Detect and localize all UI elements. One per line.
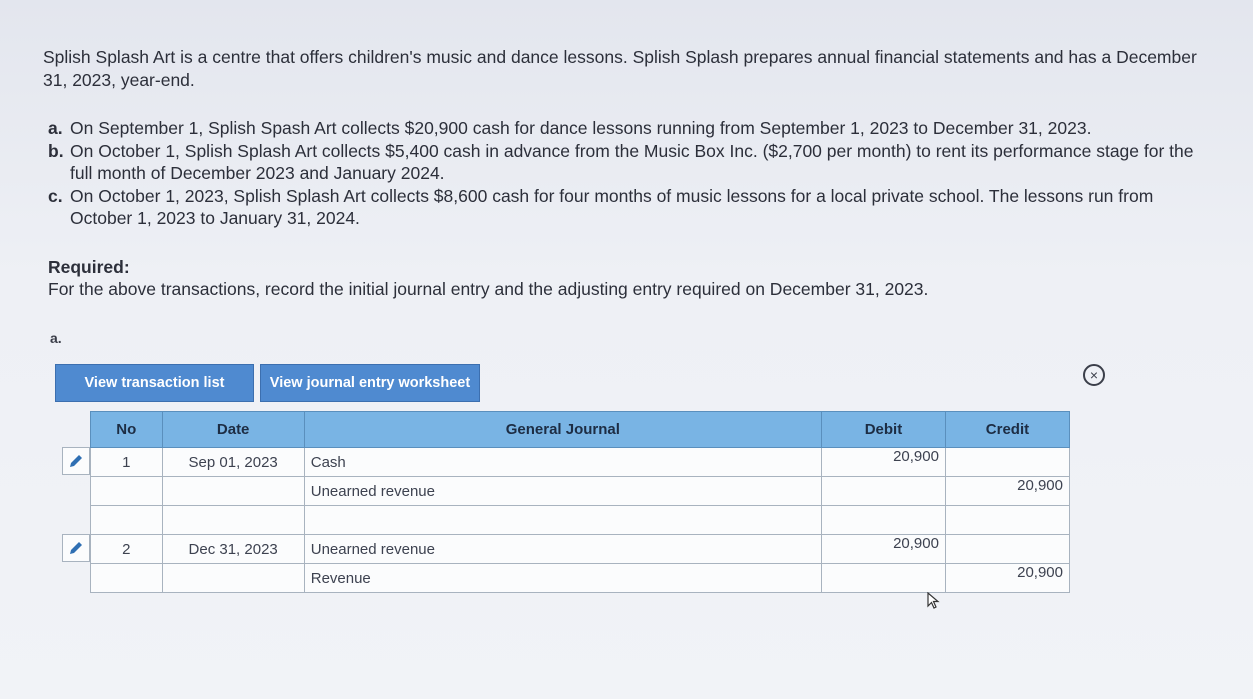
entry-no-empty: [91, 564, 163, 593]
debit-account-cell[interactable]: Unearned revenue: [304, 535, 821, 564]
item-text: On October 1, Splish Splash Art collects $5,400 cash in advance from the Music Box Inc. ($2,700 per month) to rent its performance stage for the full month of December 2023 and January 2024.: [70, 140, 1194, 183]
header-debit: Debit: [821, 412, 945, 448]
header-credit: Credit: [945, 412, 1069, 448]
credit-account-cell[interactable]: Revenue: [304, 564, 821, 593]
pencil-icon[interactable]: [62, 447, 90, 475]
table-row: [91, 477, 1070, 506]
header-no: No: [91, 412, 163, 448]
close-icon[interactable]: ×: [1083, 364, 1105, 386]
item-text: On September 1, Splish Spash Art collects $20,900 cash for dance lessons running from September 1, 2023 to December 31, 2023.: [70, 118, 1092, 138]
credit-amount-cell[interactable]: 20,900: [945, 477, 1069, 506]
debit-amount-cell[interactable]: [821, 477, 945, 506]
item-c: [48, 185, 1213, 230]
entry-no: 1: [91, 448, 163, 477]
header-date: Date: [162, 412, 304, 448]
debit-amount-cell[interactable]: [821, 564, 945, 593]
entry-date-empty: [162, 506, 304, 535]
credit-amount-cell[interactable]: [945, 448, 1069, 477]
item-b: [48, 140, 1213, 185]
pencil-icon: [68, 453, 84, 469]
view-journal-entry-worksheet-button[interactable]: View journal entry worksheet: [260, 364, 480, 402]
entry-date: Dec 31, 2023: [162, 535, 304, 564]
header-general-journal: General Journal: [304, 412, 821, 448]
view-transaction-list-button[interactable]: View transaction list: [55, 364, 254, 402]
item-letter: a.: [48, 118, 63, 138]
account-cell-empty[interactable]: [304, 506, 821, 535]
credit-amount-cell[interactable]: [945, 506, 1069, 535]
problem-intro: Splish Splash Art is a centre that offers children's music and dance lessons. Splish Splash prepares annual financial statements and has a December 31, 2023, year-end.: [43, 47, 1197, 90]
required-text: For the above transactions, record the initial journal entry and the adjusting entry required on December 31, 2023.: [48, 279, 929, 299]
required-title: Required:: [48, 257, 130, 277]
pencil-icon: [68, 540, 84, 556]
entry-no: 2: [91, 535, 163, 564]
table-row: [91, 564, 1070, 593]
debit-amount-cell[interactable]: 20,900: [821, 535, 945, 564]
item-letter: c.: [48, 185, 63, 206]
debit-account-cell[interactable]: Cash: [304, 448, 821, 477]
entry-date-empty: [162, 477, 304, 506]
table-row: [91, 448, 1070, 477]
credit-account-cell[interactable]: Unearned revenue: [304, 477, 821, 506]
debit-amount-cell[interactable]: 20,900: [821, 448, 945, 477]
entry-no-empty: [91, 477, 163, 506]
table-row: [91, 506, 1070, 535]
journal-header-row: [91, 412, 1070, 448]
journal-table: [90, 411, 1070, 593]
item-a: [48, 117, 1213, 140]
pencil-icon[interactable]: [62, 534, 90, 562]
item-letter: b.: [48, 140, 64, 161]
transaction-items: [48, 117, 1213, 230]
credit-amount-cell[interactable]: 20,900: [945, 564, 1069, 593]
item-text: On October 1, 2023, Splish Splash Art collects $8,600 cash for four months of music lessons for a local private school. The lessons run from October 1, 2023 to January 31, 2024.: [70, 185, 1154, 228]
mouse-pointer-icon: [927, 592, 941, 615]
part-label: a.: [50, 330, 62, 346]
table-row: [91, 535, 1070, 564]
mouse-pointer-icon: [927, 592, 941, 610]
debit-amount-cell[interactable]: [821, 506, 945, 535]
credit-amount-cell[interactable]: [945, 535, 1069, 564]
required-section: [48, 256, 928, 300]
entry-no-empty: [91, 506, 163, 535]
entry-date: Sep 01, 2023: [162, 448, 304, 477]
entry-date-empty: [162, 564, 304, 593]
